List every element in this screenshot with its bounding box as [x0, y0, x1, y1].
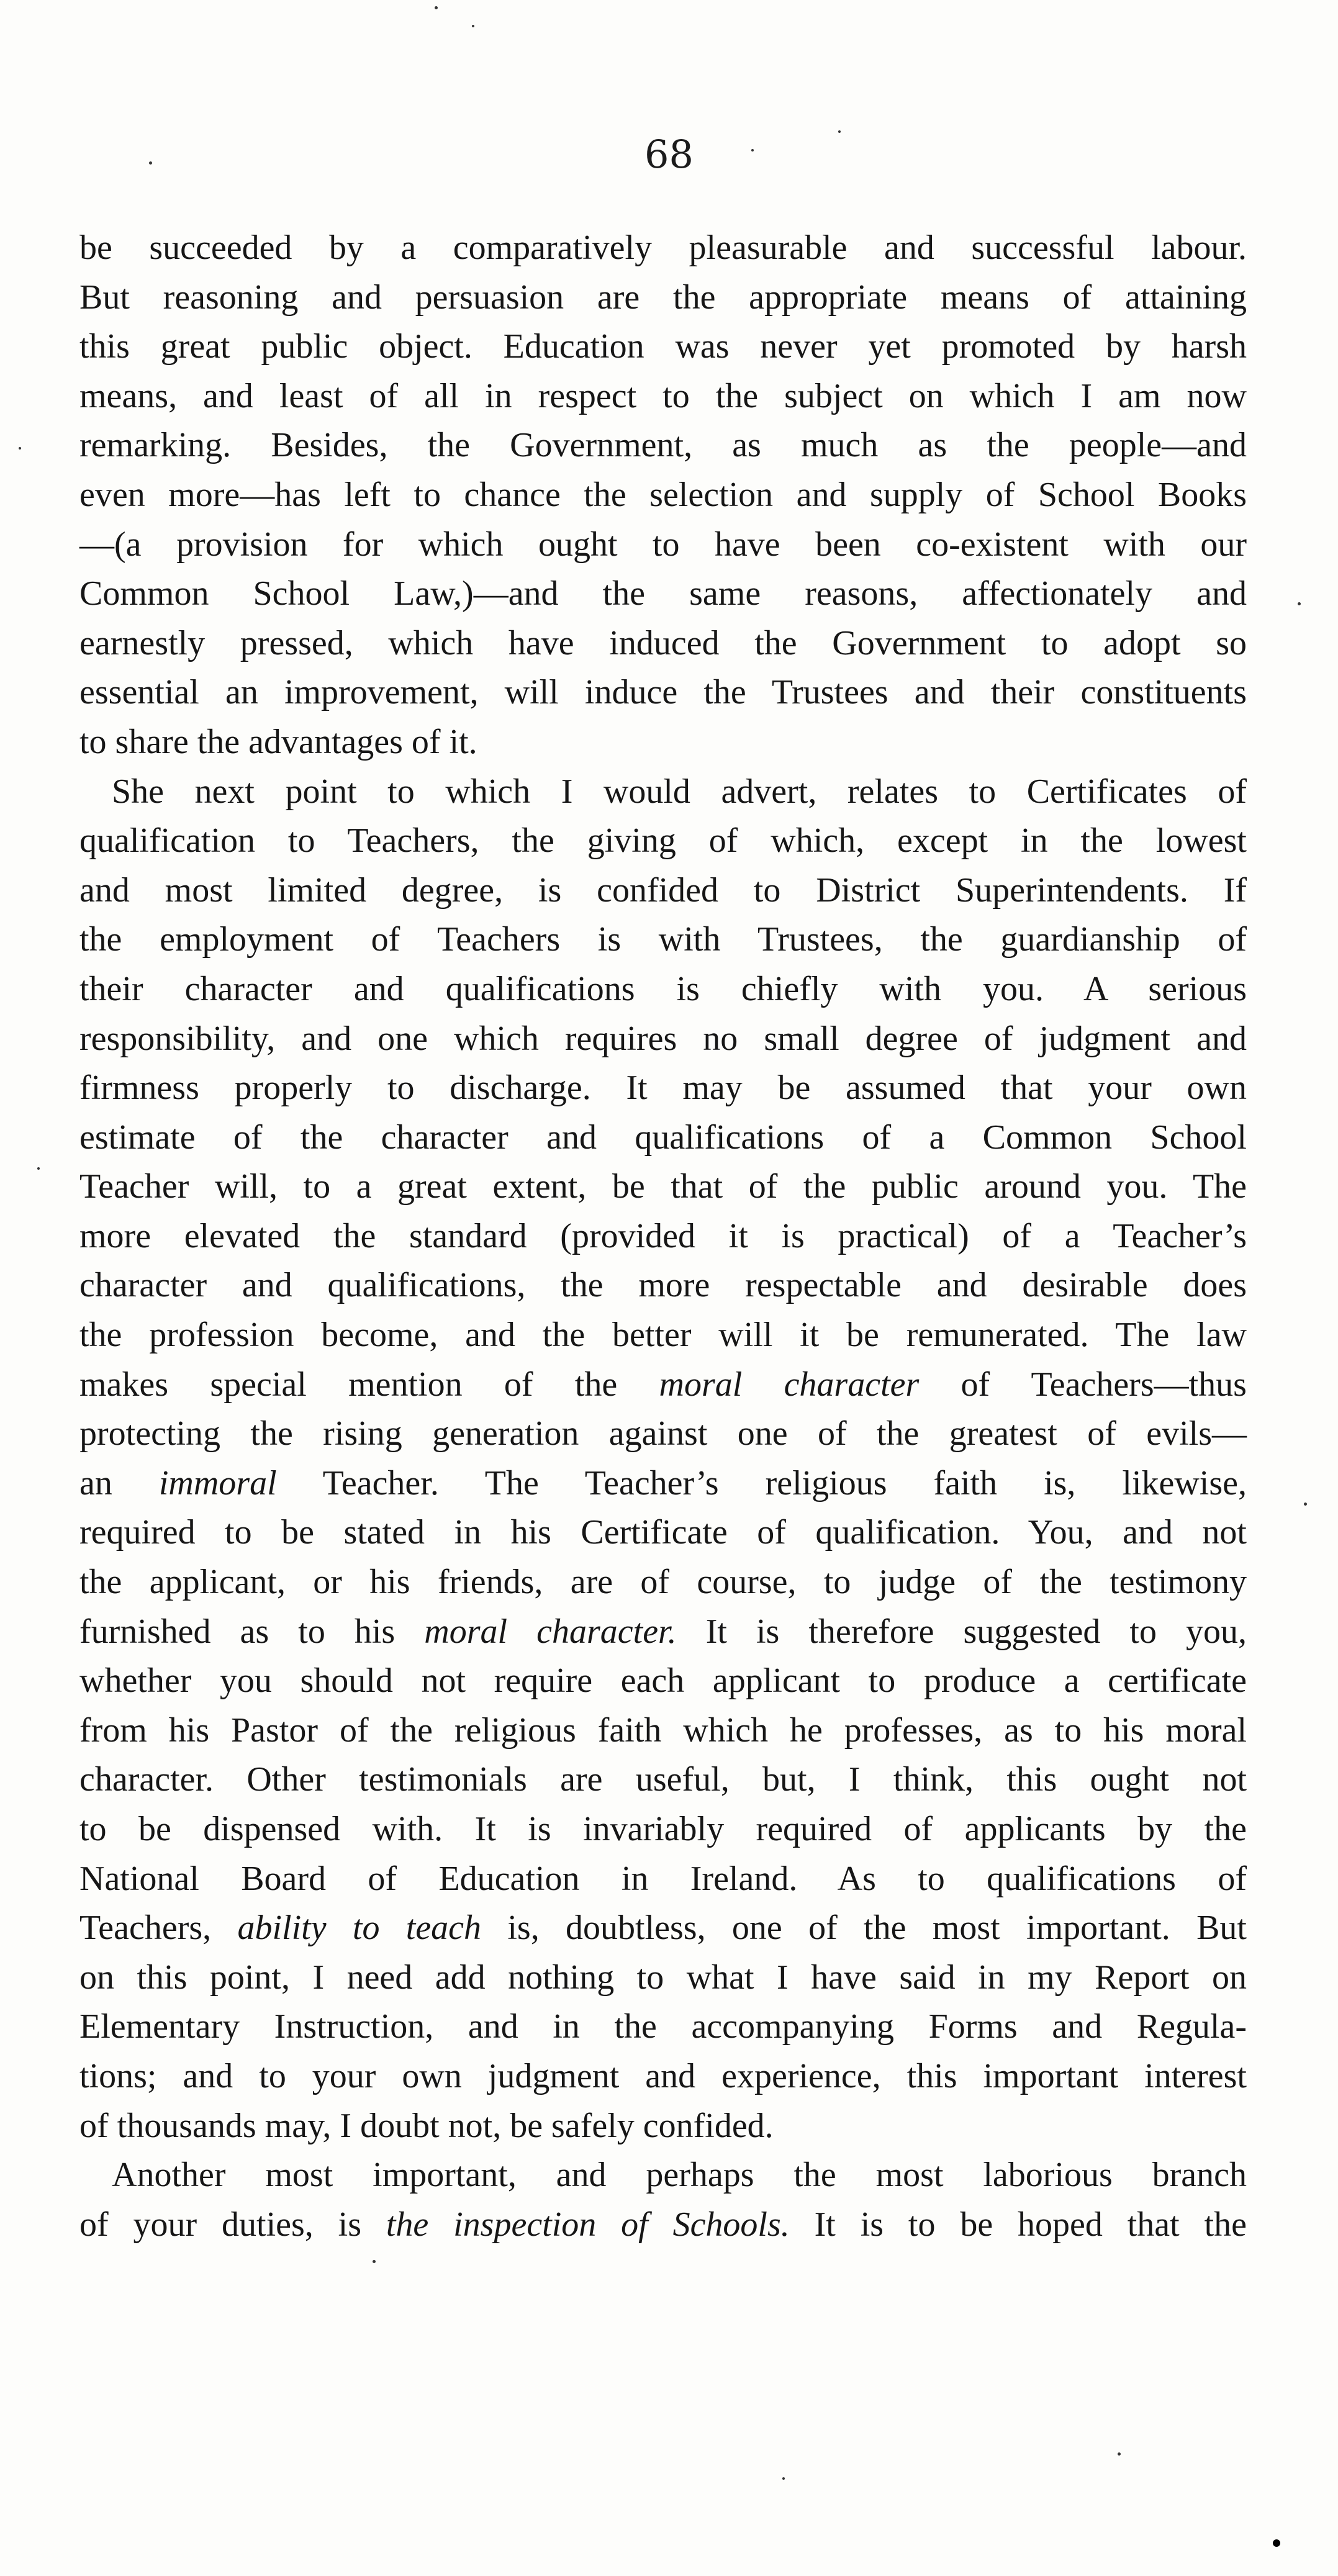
- text-segment: of Teachers—thus: [919, 1365, 1247, 1404]
- text-segment: means, and least of all in respect to the subject on which I am now: [79, 376, 1247, 415]
- text-segment: whether you should not require each applicant to produce a certificate: [79, 1661, 1247, 1701]
- text-segment: furnished as to his: [79, 1612, 425, 1651]
- emphasis-text: ability to teach: [237, 1909, 482, 1948]
- text-segment: earnestly pressed, which have induced the Government to adopt so: [79, 623, 1247, 662]
- text-segment: more elevated the standard (provided it is practical) of a Teacher’s: [79, 1216, 1247, 1255]
- text-line: [79, 1656, 1247, 1706]
- text-line: [79, 224, 1247, 273]
- text-segment: the applicant, or his friends, are of course, to judge of the testimony: [79, 1563, 1247, 1602]
- text-segment: remarking. Besides, the Government, as much as the people—and: [79, 426, 1247, 465]
- text-segment: It is to be hoped that the: [789, 2205, 1247, 2244]
- text-segment: this great public object. Education was never yet promoted by harsh: [79, 327, 1247, 366]
- text-line: [79, 1855, 1247, 1904]
- text-segment: She next point to which I would advert, relates to Certificates of: [112, 772, 1247, 811]
- text-segment: character. Other testimonials are useful, but, I think, this ought not: [79, 1760, 1247, 1799]
- text-line: [79, 866, 1247, 916]
- text-line: [79, 1409, 1247, 1459]
- text-line: [79, 1311, 1247, 1360]
- text-line: [79, 1113, 1247, 1163]
- text-line: [79, 619, 1247, 669]
- text-segment: to share the advantages of it.: [79, 722, 477, 761]
- text-segment: and most limited degree, is confided to District Superintendents. If: [79, 870, 1247, 910]
- emphasis-text: moral character: [659, 1365, 920, 1404]
- text-segment: Teacher. The Teacher’s religious faith is, likewise,: [276, 1463, 1247, 1503]
- text-segment: required to be stated in his Certificate of qualification. You, and not: [79, 1513, 1247, 1552]
- text-segment: their character and qualifications is chiefly with you. A serious: [79, 969, 1247, 1008]
- text-line: [79, 718, 1247, 767]
- text-line: [79, 965, 1247, 1015]
- text-segment: is, doubtless, one of the most important. But: [481, 1909, 1247, 1948]
- text-line: [79, 1953, 1247, 2003]
- text-line: [79, 2102, 1247, 2151]
- text-segment: to be dispensed with. It is invariably required of applicants by the: [79, 1810, 1247, 1848]
- text-segment: It is therefore suggested to you,: [676, 1612, 1247, 1651]
- text-line: [79, 668, 1247, 718]
- text-segment: Elementary Instruction, and in the accompanying Forms and Regula-: [79, 2007, 1247, 2046]
- text-segment: even more—has left to chance the selection and supply of School Books: [79, 475, 1247, 514]
- text-segment: protecting the rising generation against one of the greatest of evils—: [79, 1414, 1247, 1453]
- text-line: [79, 569, 1247, 619]
- text-segment: Teachers,: [79, 1909, 238, 1948]
- text-line: [79, 1015, 1247, 1064]
- text-line: [79, 273, 1247, 323]
- text-line: [79, 1162, 1247, 1212]
- text-line: [79, 1755, 1247, 1805]
- page-number: 68: [644, 132, 694, 177]
- text-segment: on this point, I need add nothing to what I have said in my Report on: [79, 1958, 1247, 1997]
- text-segment: of your duties, is: [79, 2205, 386, 2244]
- text-line: [79, 520, 1247, 570]
- text-line: [79, 372, 1247, 422]
- text-line: [79, 2052, 1247, 2102]
- text-line: [79, 1508, 1247, 1558]
- text-segment: But reasoning and persuasion are the appropriate means of attaining: [79, 278, 1247, 317]
- text-line: [79, 1558, 1247, 1607]
- text-segment: —(a provision for which ought to have been co-existent with our: [79, 525, 1247, 564]
- text-line: [79, 1805, 1247, 1855]
- text-line: [79, 1459, 1247, 1509]
- text-segment: National Board of Education in Ireland. As to qualifications of: [79, 1859, 1247, 1898]
- text-segment: be succeeded by a comparatively pleasurable and successful labour.: [79, 228, 1247, 267]
- emphasis-text: moral character.: [424, 1612, 677, 1651]
- text-line: [79, 1607, 1247, 1657]
- text-line: [79, 1360, 1247, 1410]
- text-segment: of thousands may, I doubt not, be safely confided.: [79, 2106, 774, 2145]
- text-line: [79, 2151, 1247, 2200]
- text-segment: an: [79, 1463, 159, 1503]
- text-segment: essential an improvement, will induce the Trustees and their constituents: [79, 673, 1247, 712]
- text-line: [79, 2002, 1247, 2052]
- text-segment: qualification to Teachers, the giving of which, except in the lowest: [79, 821, 1247, 861]
- text-line: [79, 1212, 1247, 1262]
- text-segment: Another most important, and perhaps the most laborious branch: [112, 2156, 1247, 2195]
- text-line: [79, 915, 1247, 965]
- text-line: [79, 1261, 1247, 1311]
- text-line: [79, 471, 1247, 520]
- text-line: [79, 421, 1247, 471]
- text-segment: Common School Law,)—and the same reasons, affectionately and: [79, 574, 1247, 613]
- emphasis-text: the inspection of Schools.: [386, 2205, 790, 2244]
- text-segment: the employment of Teachers is with Trustees, the guardianship of: [79, 920, 1247, 959]
- text-segment: firmness properly to discharge. It may be assumed that your own: [79, 1069, 1247, 1108]
- text-line: [79, 2200, 1247, 2250]
- body-text: [79, 224, 1247, 2249]
- text-segment: character and qualifications, the more respectable and desirable does: [79, 1266, 1247, 1305]
- emphasis-text: immoral: [158, 1463, 277, 1503]
- text-segment: Teacher will, to a great extent, be that of the public around you. The: [79, 1167, 1247, 1206]
- text-segment: tions; and to your own judgment and experience, this important interest: [79, 2056, 1247, 2095]
- text-segment: from his Pastor of the religious faith which he professes, as to his moral: [79, 1711, 1247, 1750]
- text-line: [79, 1064, 1247, 1113]
- text-segment: responsibility, and one which requires no small degree of judgment and: [79, 1019, 1247, 1058]
- text-line: [79, 816, 1247, 866]
- text-segment: makes special mention of the: [79, 1365, 659, 1404]
- text-line: [79, 767, 1247, 817]
- text-segment: estimate of the character and qualifications of a Common School: [79, 1118, 1247, 1157]
- text-segment: the profession become, and the better will it be remunerated. The law: [79, 1316, 1247, 1355]
- text-line: [79, 322, 1247, 372]
- text-line: [79, 1706, 1247, 1756]
- text-line: [79, 1904, 1247, 1953]
